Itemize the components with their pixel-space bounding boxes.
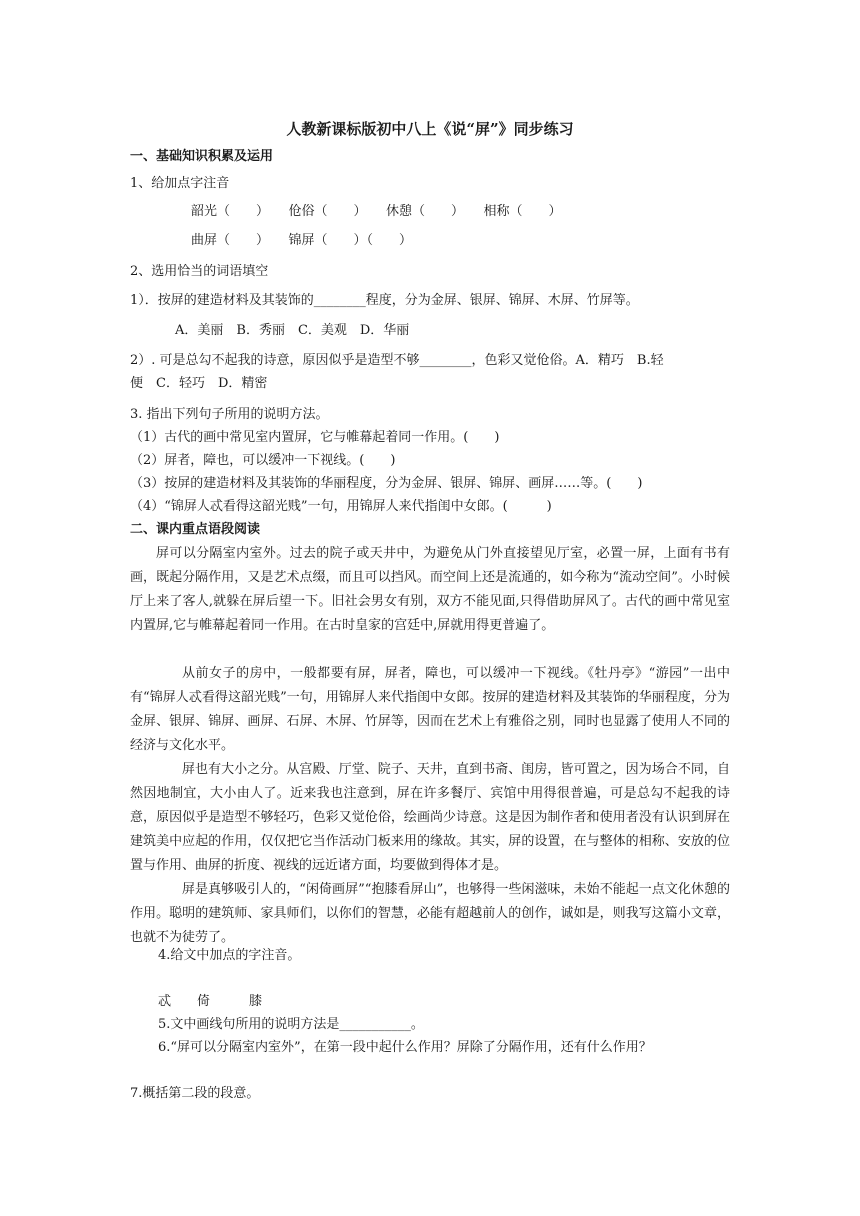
section-1-heading: 一、基础知识积累及运用	[130, 149, 274, 164]
question-3-sentence-1: （1）古代的画中常见室内置屏，它与帷幕起着同一作用。( )	[130, 430, 500, 445]
question-3-sentence-4: （4）“锦屏人忒看得这韶光贱”一句，用锦屏人来代指闺中女郎。( )	[130, 499, 552, 514]
question-3-sentence-3: （3）按屏的建造材料及其装饰的华丽程度，分为金屏、银屏、锦屏、画屏……等。( )	[130, 476, 643, 491]
reading-paragraph-2: 从前女子的房中，一般都要有屏，屏者，障也，可以缓冲一下视线。《牡丹亭》“游园”一出中有“锦屏人忒看得这韶光贱”一句，用锦屏人来代指闺中女郎。按屏的建造材料及其装饰的华丽程度，分为金屏、银屏、锦屏、画屏、石屏、木屏、竹屏等，因而在艺术上有雅俗之别，同时也显露了使用人不同的经济与文化水平。	[130, 666, 730, 753]
question-1-row-1: 韶光（ ） 伧俗（ ） 休憩（ ） 相称（ ）	[191, 204, 562, 219]
question-2-item-1-options: A．美丽 B．秀丽 C．美观 D．华丽	[175, 323, 410, 338]
question-4-characters: 忒 倚 膝	[158, 994, 263, 1009]
question-5-prompt: 5.文中画线句所用的说明方法是___________。	[158, 1017, 424, 1032]
question-3-sentence-2: （2）屏者，障也，可以缓冲一下视线。( )	[130, 453, 396, 468]
section-2-heading: 二、课内重点语段阅读	[130, 522, 261, 537]
question-2-item-2-line-1: 2）. 可是总勾不起我的诗意，原因似乎是造型不够________，色彩又觉伧俗。A．精巧 B.轻	[130, 353, 664, 368]
question-1-prompt: 1、给加点字注音	[130, 176, 230, 191]
question-2-item-1: 1）．按屏的建造材料及其装饰的________程度，分为金屏、银屏、锦屏、木屏、竹屏等。	[130, 293, 639, 308]
question-2-prompt: 2、选用恰当的词语填空	[130, 264, 269, 279]
question-1-row-2: 曲屏（ ） 锦屏（ ）（ ）	[191, 233, 413, 248]
question-3-prompt: 3. 指出下列句子所用的说明方法。	[130, 407, 329, 422]
reading-paragraph-1: 屏可以分隔室内室外。过去的院子或天井中，为避免从门外直接望见厅室，必置一屏，上面有书有画，既起分隔作用，又是艺术点缀，而且可以挡风。而空间上还是流通的，如今称为“流动空间”。小时候厅上来了客人,就躲在屏后望一下。旧社会男女有别，双方不能见面,只得借助屏风了。古代的画中常见室内置屏,它与帷幕起着同一作用。在古时皇家的宫廷中,屏就用得更普遍了。	[130, 546, 730, 633]
document-title: 人教新课标版初中八上《说“屏”》同步练习	[286, 120, 574, 138]
question-2-item-2-line-2: 便 C．轻巧 D．精密	[130, 376, 268, 391]
question-4-prompt: 4.给文中加点的字注音。	[158, 948, 301, 963]
question-6-prompt: 6.“屏可以分隔室内室外”，在第一段中起什么作用？屏除了分隔作用，还有什么作用？	[158, 1040, 652, 1055]
question-7-prompt: 7.概括第二段的段意。	[130, 1086, 260, 1101]
reading-paragraph-3: 屏也有大小之分。从宫殿、厅堂、院子、天井，直到书斋、闺房，皆可置之，因为场合不同，自然因地制宜，大小由人了。近来我也注意到，屏在许多餐厅、宾馆中用得很普遍，可是总勾不起我的诗意，原因似乎是造型不够轻巧，色彩又觉伧俗，绘画尚少诗意。这是因为制作者和使用者没有认识到屏在建筑美中应起的作用，仅仅把它当作活动门板来用的缘故。其实，屏的设置，在与整体的相称、安放的位置与作用、曲屏的折度、视线的远近诸方面，均要做到得体才是。	[130, 762, 730, 873]
reading-paragraph-4: 屏是真够吸引人的，“闲倚画屏”“抱膝看屏山”，也够得一些闲滋味，未始不能起一点文化休憩的作用。聪明的建筑师、家具师们，以你们的智慧，必能有超越前人的创作，诚如是，则我写这篇小文章，也就不为徒劳了。	[130, 882, 730, 945]
